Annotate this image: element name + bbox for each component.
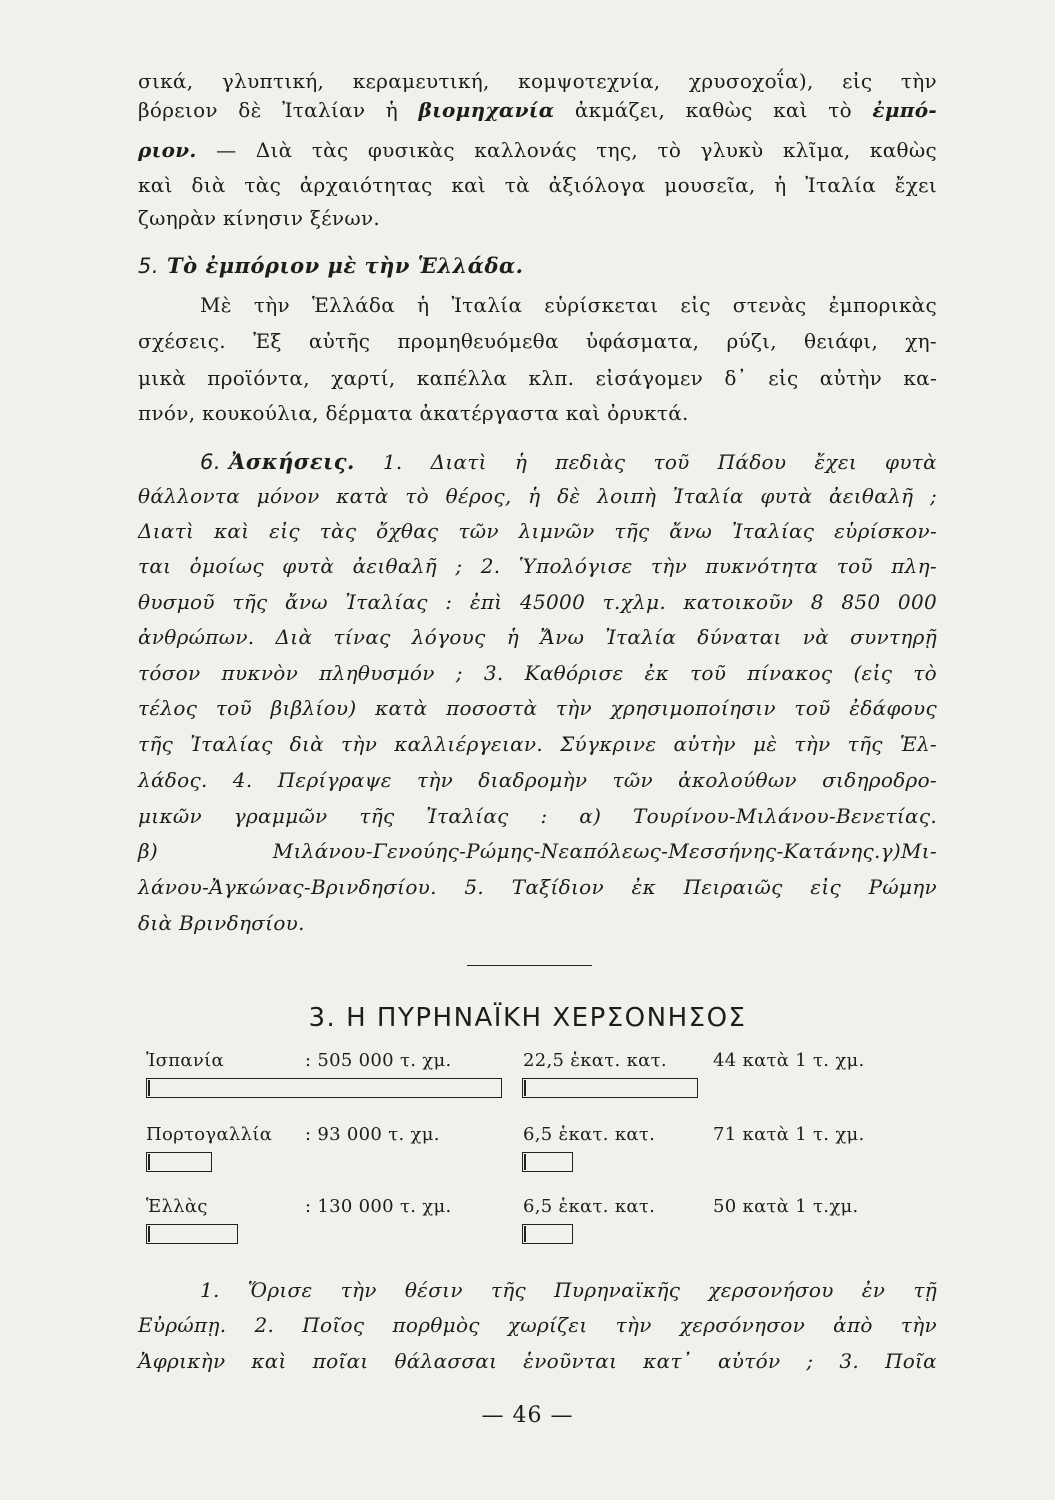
intro-text: ἀκμάζει, καθὼς καὶ τὸ [574,98,852,122]
section-title: Ἀσκήσεις. [229,449,355,474]
area-value: : 505 000 τ. χμ. [305,1050,452,1071]
section-6-line: τέλος τοῦ βιβλίου) κατὰ ποσοστὰ τὴν χρησιμοποίησιν τοῦ ἐδάφους [138,696,937,720]
commerce-term-end: ριον. [138,138,197,162]
density-value: 71 κατὰ 1 τ. χμ. [713,1124,865,1145]
area-value: : 130 000 τ. χμ. [305,1196,452,1217]
exercises-line: 1. Ὅρισε τὴν θέσιν τῆς Πυρηναϊκῆς χερσονήσου ἐν τῇ [200,1278,937,1302]
population-bar [522,1152,573,1172]
population-bar [522,1078,698,1098]
intro-line-5: ζωηρὰν κίνησιν ξένων. [138,206,381,230]
country-label: Ἰσπανία [146,1050,224,1071]
intro-line-1: σικά, γλυπτική, κεραμευτική, κομψοτεχνία, χρυσοχοΐα), εἰς τὴν [138,69,937,93]
chapter-title: 3. Η ΠΥΡΗΝΑΪΚΗ ΧΕΡΣΟΝΗΣΟΣ [308,1003,747,1033]
density-value: 44 κατὰ 1 τ. χμ. [713,1050,865,1071]
population-bar [522,1224,573,1244]
section-6-line: λάδος. 4. Περίγραψε τὴν διαδρομὴν τῶν ἀκολούθων σιδηροδρο- [138,768,937,792]
intro-line-3 [138,137,937,163]
population-value: 6,5 ἑκατ. κατ. [523,1196,656,1217]
exercises-line: Ἀφρικὴν καὶ ποῖαι θάλασσαι ἑνοῦνται κατ᾽ αὐτόν ; 3. Ποῖα [138,1349,937,1373]
section-5-line-3: μικὰ προϊόντα, χαρτί, καπέλλα κλπ. εἰσάγομεν δ᾽ εἰς αὐτὴν κα- [138,366,937,390]
section-6-line: Διατὶ καὶ εἰς τὰς ὄχθας τῶν λιμνῶν τῆς ἄνω Ἰταλίας εὑρίσκον- [138,519,937,543]
section-6-line: τῆς Ἰταλίας διὰ τὴν καλλιέργειαν. Σύγκρινε αὐτὴν μὲ τὴν τῆς Ἑλ- [138,732,937,756]
exercise-text: 1. Διατὶ ἡ πεδιὰς τοῦ Πάδου ἔχει φυτὰ [382,450,937,474]
density-value: 50 κατὰ 1 τ.χμ. [713,1196,859,1217]
area-bar [146,1078,502,1098]
intro-line-4: καὶ διὰ τὰς ἀρχαιότητας καὶ τὰ ἀξιόλογα μουσεῖα, ἡ Ἰταλία ἔχει [138,173,937,197]
section-5-heading [138,252,523,280]
area-value: : 93 000 τ. χμ. [305,1124,440,1145]
country-label: Πορτογαλλία [146,1124,273,1145]
section-number: 5. [138,254,160,278]
area-bar [146,1224,238,1244]
commerce-term: ἐμπό- [872,98,937,122]
section-6-line: μικῶν γραμμῶν τῆς Ἰταλίας : α) Τουρίνου-Μιλάνου-Βενετίας. [138,804,937,828]
page-number: — 46 — [481,1403,574,1428]
intro-text: — Διὰ τὰς φυσικὰς καλλονάς της, τὸ γλυκὺ κλῖμα, καθὼς [216,138,937,162]
intro-line-2 [138,97,937,123]
section-6-line: θάλλοντα μόνον κατὰ τὸ θέρος, ἡ δὲ λοιπὴ Ἰταλία φυτὰ ἀειθαλῆ ; [138,484,937,508]
section-6-line: λάνου-Ἀγκώνας-Βρινδησίου. 5. Ταξίδιον ἐκ Πειραιῶς εἰς Ρώμην [138,875,937,899]
section-title: Τὸ ἐμπόριον μὲ τὴν Ἑλλάδα. [167,253,524,278]
industry-term: βιομηχανία [418,98,555,122]
section-6-heading [200,448,937,476]
section-5-line-1: Μὲ τὴν Ἑλλάδα ἡ Ἰταλία εὑρίσκεται εἰς στενὰς ἐμπορικὰς [200,293,937,317]
section-6-line: θυσμοῦ τῆς ἄνω Ἰταλίας : ἐπὶ 45000 τ.χλμ. κατοικοῦν 8 850 000 [138,590,937,614]
population-value: 22,5 ἑκατ. κατ. [523,1050,667,1071]
section-divider [467,965,592,966]
area-bar [146,1152,212,1172]
section-6-line: ἀνθρώπων. Διὰ τίνας λόγους ἡ Ἄνω Ἰταλία δύναται νὰ συντηρῇ [138,625,937,649]
section-5-line-2: σχέσεις. Ἐξ αὐτῆς προμηθευόμεθα ὑφάσματα, ρύζι, θειάφι, χη- [138,329,937,353]
section-5-line-4: πνόν, κουκούλια, δέρματα ἀκατέργαστα καὶ ὀρυκτά. [138,401,689,425]
section-6-line: τόσον πυκνὸν πληθυσμόν ; 3. Καθόρισε ἐκ τοῦ πίνακος (εἰς τὸ [138,661,937,685]
section-number: 6. [200,450,222,474]
population-value: 6,5 ἑκατ. κατ. [523,1124,656,1145]
intro-text: βόρειον δὲ Ἰταλίαν ἡ [138,98,399,122]
country-label: Ἑλλὰς [146,1196,208,1217]
section-6-line: β) Μιλάνου-Γενούης-Ρώμης-Νεαπόλεως-Μεσσήνης-Κατάνης.γ)Μι- [138,839,937,863]
section-6-title [200,449,355,474]
exercises-line: Εὐρώπῃ. 2. Ποῖος πορθμὸς χωρίζει τὴν χερσόνησον ἀπὸ τὴν [138,1313,937,1337]
section-6-line: ται ὁμοίως φυτὰ ἀειθαλῆ ; 2. Ὑπολόγισε τὴν πυκνότητα τοῦ πλη- [138,554,937,578]
section-6-line: διὰ Βρινδησίου. [138,911,305,935]
